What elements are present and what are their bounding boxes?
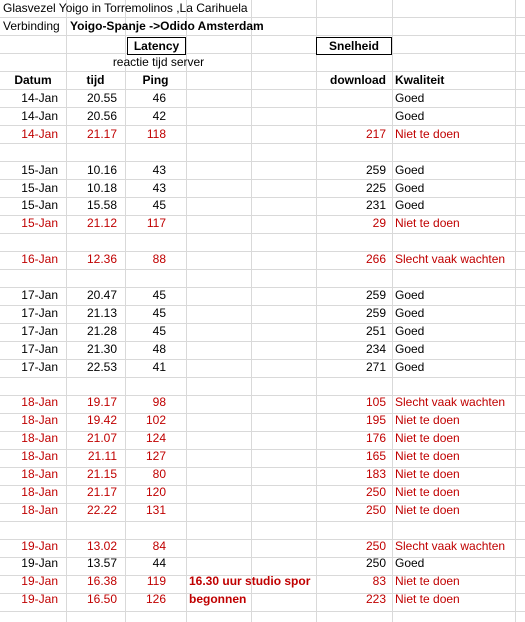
cell-datum[interactable]: 18-Jan bbox=[21, 395, 58, 409]
cell-kwaliteit[interactable]: Goed bbox=[395, 342, 425, 356]
cell-kwaliteit[interactable]: Niet te doen bbox=[395, 592, 460, 606]
cell-download[interactable]: 259 bbox=[365, 306, 386, 320]
row-gridline bbox=[0, 377, 525, 378]
cell-tijd[interactable]: 13.02 bbox=[86, 539, 117, 553]
cell-download[interactable]: 195 bbox=[365, 413, 386, 427]
cell-datum[interactable]: 19-Jan bbox=[21, 574, 58, 588]
cell-note[interactable]: 16.30 uur studio spor bbox=[189, 574, 311, 588]
cell-datum[interactable]: 14-Jan bbox=[21, 91, 58, 105]
cell-download[interactable]: 165 bbox=[365, 449, 386, 463]
cell-datum[interactable]: 19-Jan bbox=[21, 592, 58, 606]
cell-datum[interactable]: 14-Jan bbox=[21, 109, 58, 123]
cell-kwaliteit[interactable]: Goed bbox=[395, 91, 425, 105]
cell-tijd[interactable]: 19.17 bbox=[86, 395, 117, 409]
cell-kwaliteit[interactable]: Goed bbox=[395, 109, 425, 123]
row-gridline bbox=[0, 269, 525, 270]
cell-datum[interactable]: 19-Jan bbox=[21, 539, 58, 553]
cell-datum[interactable]: 17-Jan bbox=[21, 360, 58, 374]
cell-kwaliteit[interactable]: Niet te doen bbox=[395, 574, 460, 588]
col-header-datum[interactable]: Datum bbox=[14, 73, 52, 87]
cell-download[interactable]: 266 bbox=[365, 252, 386, 266]
cell-download[interactable]: 271 bbox=[365, 360, 386, 374]
cell-datum[interactable]: 17-Jan bbox=[21, 306, 58, 320]
snelheid-header[interactable]: Snelheid bbox=[316, 37, 392, 55]
cell-download[interactable]: 225 bbox=[365, 181, 386, 195]
cell-download[interactable]: 176 bbox=[365, 431, 386, 445]
cell-kwaliteit[interactable]: Goed bbox=[395, 288, 425, 302]
cell-ping[interactable]: 120 bbox=[145, 485, 166, 499]
cell-ping[interactable]: 117 bbox=[146, 216, 166, 230]
cell-tijd[interactable]: 21.30 bbox=[86, 342, 117, 356]
cell-kwaliteit[interactable]: Niet te doen bbox=[395, 503, 460, 517]
cell-download[interactable]: 250 bbox=[365, 539, 386, 553]
cell-kwaliteit[interactable]: Niet te doen bbox=[395, 431, 460, 445]
cell-ping[interactable]: 98 bbox=[152, 395, 166, 409]
cell-download[interactable]: 251 bbox=[365, 324, 386, 338]
cell-kwaliteit[interactable]: Goed bbox=[395, 198, 425, 212]
cell-kwaliteit[interactable]: Slecht vaak wachten bbox=[395, 395, 506, 409]
cell-ping[interactable]: 43 bbox=[152, 181, 166, 195]
cell-tijd[interactable]: 21.17 bbox=[86, 485, 117, 499]
cell-kwaliteit[interactable]: Goed bbox=[395, 306, 425, 320]
cell-tijd[interactable]: 16.38 bbox=[86, 574, 117, 588]
cell-tijd[interactable]: 21.13 bbox=[86, 306, 117, 320]
cell-datum[interactable]: 18-Jan bbox=[21, 503, 58, 517]
col-header-tijd[interactable]: tijd bbox=[86, 73, 105, 87]
cell-download[interactable] bbox=[316, 108, 386, 125]
cell-tijd[interactable]: 19.42 bbox=[86, 413, 117, 427]
row-gridline bbox=[0, 611, 525, 612]
cell-download[interactable]: 83 bbox=[372, 574, 386, 588]
cell-datum[interactable]: 17-Jan bbox=[21, 288, 58, 302]
cell-kwaliteit[interactable]: Goed bbox=[395, 181, 425, 195]
cell-download[interactable]: 183 bbox=[365, 467, 386, 481]
cell-note[interactable]: begonnen bbox=[189, 592, 247, 606]
cell-datum[interactable]: 16-Jan bbox=[21, 252, 58, 266]
cell-tijd[interactable]: 20.47 bbox=[86, 288, 117, 302]
cell-ping[interactable]: 45 bbox=[152, 324, 166, 338]
col-header-download[interactable]: download bbox=[330, 73, 386, 87]
cell-tijd[interactable]: 21.15 bbox=[86, 467, 117, 481]
column-gridline bbox=[251, 0, 252, 622]
cell-ping[interactable]: 48 bbox=[152, 342, 166, 356]
cell-tijd[interactable]: 21.11 bbox=[87, 449, 117, 463]
cell-kwaliteit[interactable]: Niet te doen bbox=[395, 485, 460, 499]
cell-kwaliteit[interactable]: Niet te doen bbox=[395, 449, 460, 463]
cell-tijd[interactable]: 10.16 bbox=[86, 163, 117, 177]
cell-datum[interactable]: 18-Jan bbox=[21, 485, 58, 499]
cell-kwaliteit[interactable]: Niet te doen bbox=[395, 127, 460, 141]
cell-kwaliteit[interactable]: Slecht vaak wachten bbox=[395, 252, 506, 266]
cell-ping[interactable]: 44 bbox=[152, 556, 166, 570]
cell-tijd[interactable]: 21.17 bbox=[86, 127, 117, 141]
sheet-title[interactable]: Glasvezel Yoigo in Torremolinos ,La Carihuela bbox=[3, 1, 248, 15]
cell-tijd[interactable]: 20.55 bbox=[86, 91, 117, 105]
column-gridline bbox=[392, 0, 393, 622]
cell-datum[interactable]: 14-Jan bbox=[21, 127, 58, 141]
cell-tijd[interactable]: 21.28 bbox=[86, 324, 117, 338]
cell-tijd[interactable]: 21.07 bbox=[86, 431, 117, 445]
row-gridline bbox=[0, 35, 525, 36]
cell-ping[interactable]: 43 bbox=[152, 163, 166, 177]
verbinding-value[interactable]: Yoigo-Spanje ->Odido Amsterdam bbox=[70, 19, 264, 33]
cell-datum[interactable]: 18-Jan bbox=[21, 431, 58, 445]
cell-ping[interactable]: 45 bbox=[152, 288, 166, 302]
latency-header[interactable]: Latency bbox=[127, 37, 186, 55]
cell-download[interactable]: 217 bbox=[365, 127, 386, 141]
cell-ping[interactable]: 45 bbox=[152, 306, 166, 320]
cell-ping[interactable]: 84 bbox=[152, 539, 166, 553]
cell-download[interactable]: 250 bbox=[365, 503, 386, 517]
row-gridline bbox=[0, 233, 525, 234]
cell-download[interactable]: 223 bbox=[365, 592, 386, 606]
cell-datum[interactable]: 18-Jan bbox=[21, 467, 58, 481]
column-gridline bbox=[186, 0, 187, 622]
cell-ping[interactable]: 119 bbox=[146, 574, 166, 588]
cell-kwaliteit[interactable]: Niet te doen bbox=[395, 467, 460, 481]
verbinding-label[interactable]: Verbinding bbox=[3, 19, 60, 33]
cell-ping[interactable]: 88 bbox=[152, 252, 166, 266]
cell-ping[interactable]: 124 bbox=[145, 431, 166, 445]
cell-tijd[interactable]: 22.53 bbox=[86, 360, 117, 374]
cell-tijd[interactable]: 10.18 bbox=[86, 181, 117, 195]
cell-ping[interactable]: 46 bbox=[152, 91, 166, 105]
row-gridline bbox=[0, 521, 525, 522]
cell-ping[interactable]: 126 bbox=[145, 592, 166, 606]
cell-ping[interactable]: 80 bbox=[152, 467, 166, 481]
cell-ping[interactable]: 45 bbox=[152, 198, 166, 212]
cell-tijd[interactable]: 13.57 bbox=[86, 556, 117, 570]
cell-download[interactable]: 234 bbox=[365, 342, 386, 356]
cell-kwaliteit[interactable]: Slecht vaak wachten bbox=[395, 539, 506, 553]
row-gridline bbox=[0, 143, 525, 144]
cell-kwaliteit[interactable]: Goed bbox=[395, 324, 425, 338]
cell-tijd[interactable]: 16.50 bbox=[86, 592, 117, 606]
cell-download[interactable]: 105 bbox=[365, 395, 386, 409]
cell-kwaliteit[interactable]: Goed bbox=[395, 163, 425, 177]
cell-tijd[interactable]: 15.58 bbox=[86, 198, 117, 212]
cell-download[interactable]: 259 bbox=[365, 163, 386, 177]
cell-tijd[interactable]: 12.36 bbox=[86, 252, 117, 266]
cell-download[interactable]: 231 bbox=[365, 198, 386, 212]
cell-download[interactable] bbox=[316, 90, 386, 107]
cell-datum[interactable]: 18-Jan bbox=[21, 449, 58, 463]
cell-datum[interactable]: 17-Jan bbox=[21, 324, 58, 338]
cell-ping[interactable]: 118 bbox=[146, 127, 166, 141]
cell-datum[interactable]: 17-Jan bbox=[21, 342, 58, 356]
cell-datum[interactable]: 15-Jan bbox=[21, 163, 58, 177]
cell-download[interactable]: 29 bbox=[372, 216, 386, 230]
cell-download[interactable]: 259 bbox=[365, 288, 386, 302]
cell-datum[interactable]: 15-Jan bbox=[21, 216, 58, 230]
cell-ping[interactable]: 42 bbox=[152, 109, 166, 123]
cell-datum[interactable]: 15-Jan bbox=[21, 181, 58, 195]
cell-download[interactable]: 250 bbox=[365, 556, 386, 570]
cell-ping[interactable]: 41 bbox=[152, 360, 166, 374]
cell-tijd[interactable]: 22.22 bbox=[86, 503, 117, 517]
cell-tijd[interactable]: 20.56 bbox=[86, 109, 117, 123]
col-header-kwaliteit[interactable]: Kwaliteit bbox=[395, 73, 445, 87]
cell-download[interactable]: 250 bbox=[365, 485, 386, 499]
cell-datum[interactable]: 19-Jan bbox=[21, 556, 58, 570]
cell-tijd[interactable]: 21.12 bbox=[86, 216, 117, 230]
cell-datum[interactable]: 15-Jan bbox=[21, 198, 58, 212]
cell-ping[interactable]: 127 bbox=[145, 449, 166, 463]
cell-kwaliteit[interactable]: Goed bbox=[395, 556, 425, 570]
cell-kwaliteit[interactable]: Niet te doen bbox=[395, 216, 460, 230]
cell-kwaliteit[interactable]: Niet te doen bbox=[395, 413, 460, 427]
cell-kwaliteit[interactable]: Goed bbox=[395, 360, 425, 374]
latency-subtitle[interactable]: reactie tijd server bbox=[112, 55, 205, 69]
col-header-ping[interactable]: Ping bbox=[142, 73, 169, 87]
cell-ping[interactable]: 102 bbox=[145, 413, 166, 427]
cell-ping[interactable]: 131 bbox=[145, 503, 166, 517]
cell-datum[interactable]: 18-Jan bbox=[21, 413, 58, 427]
